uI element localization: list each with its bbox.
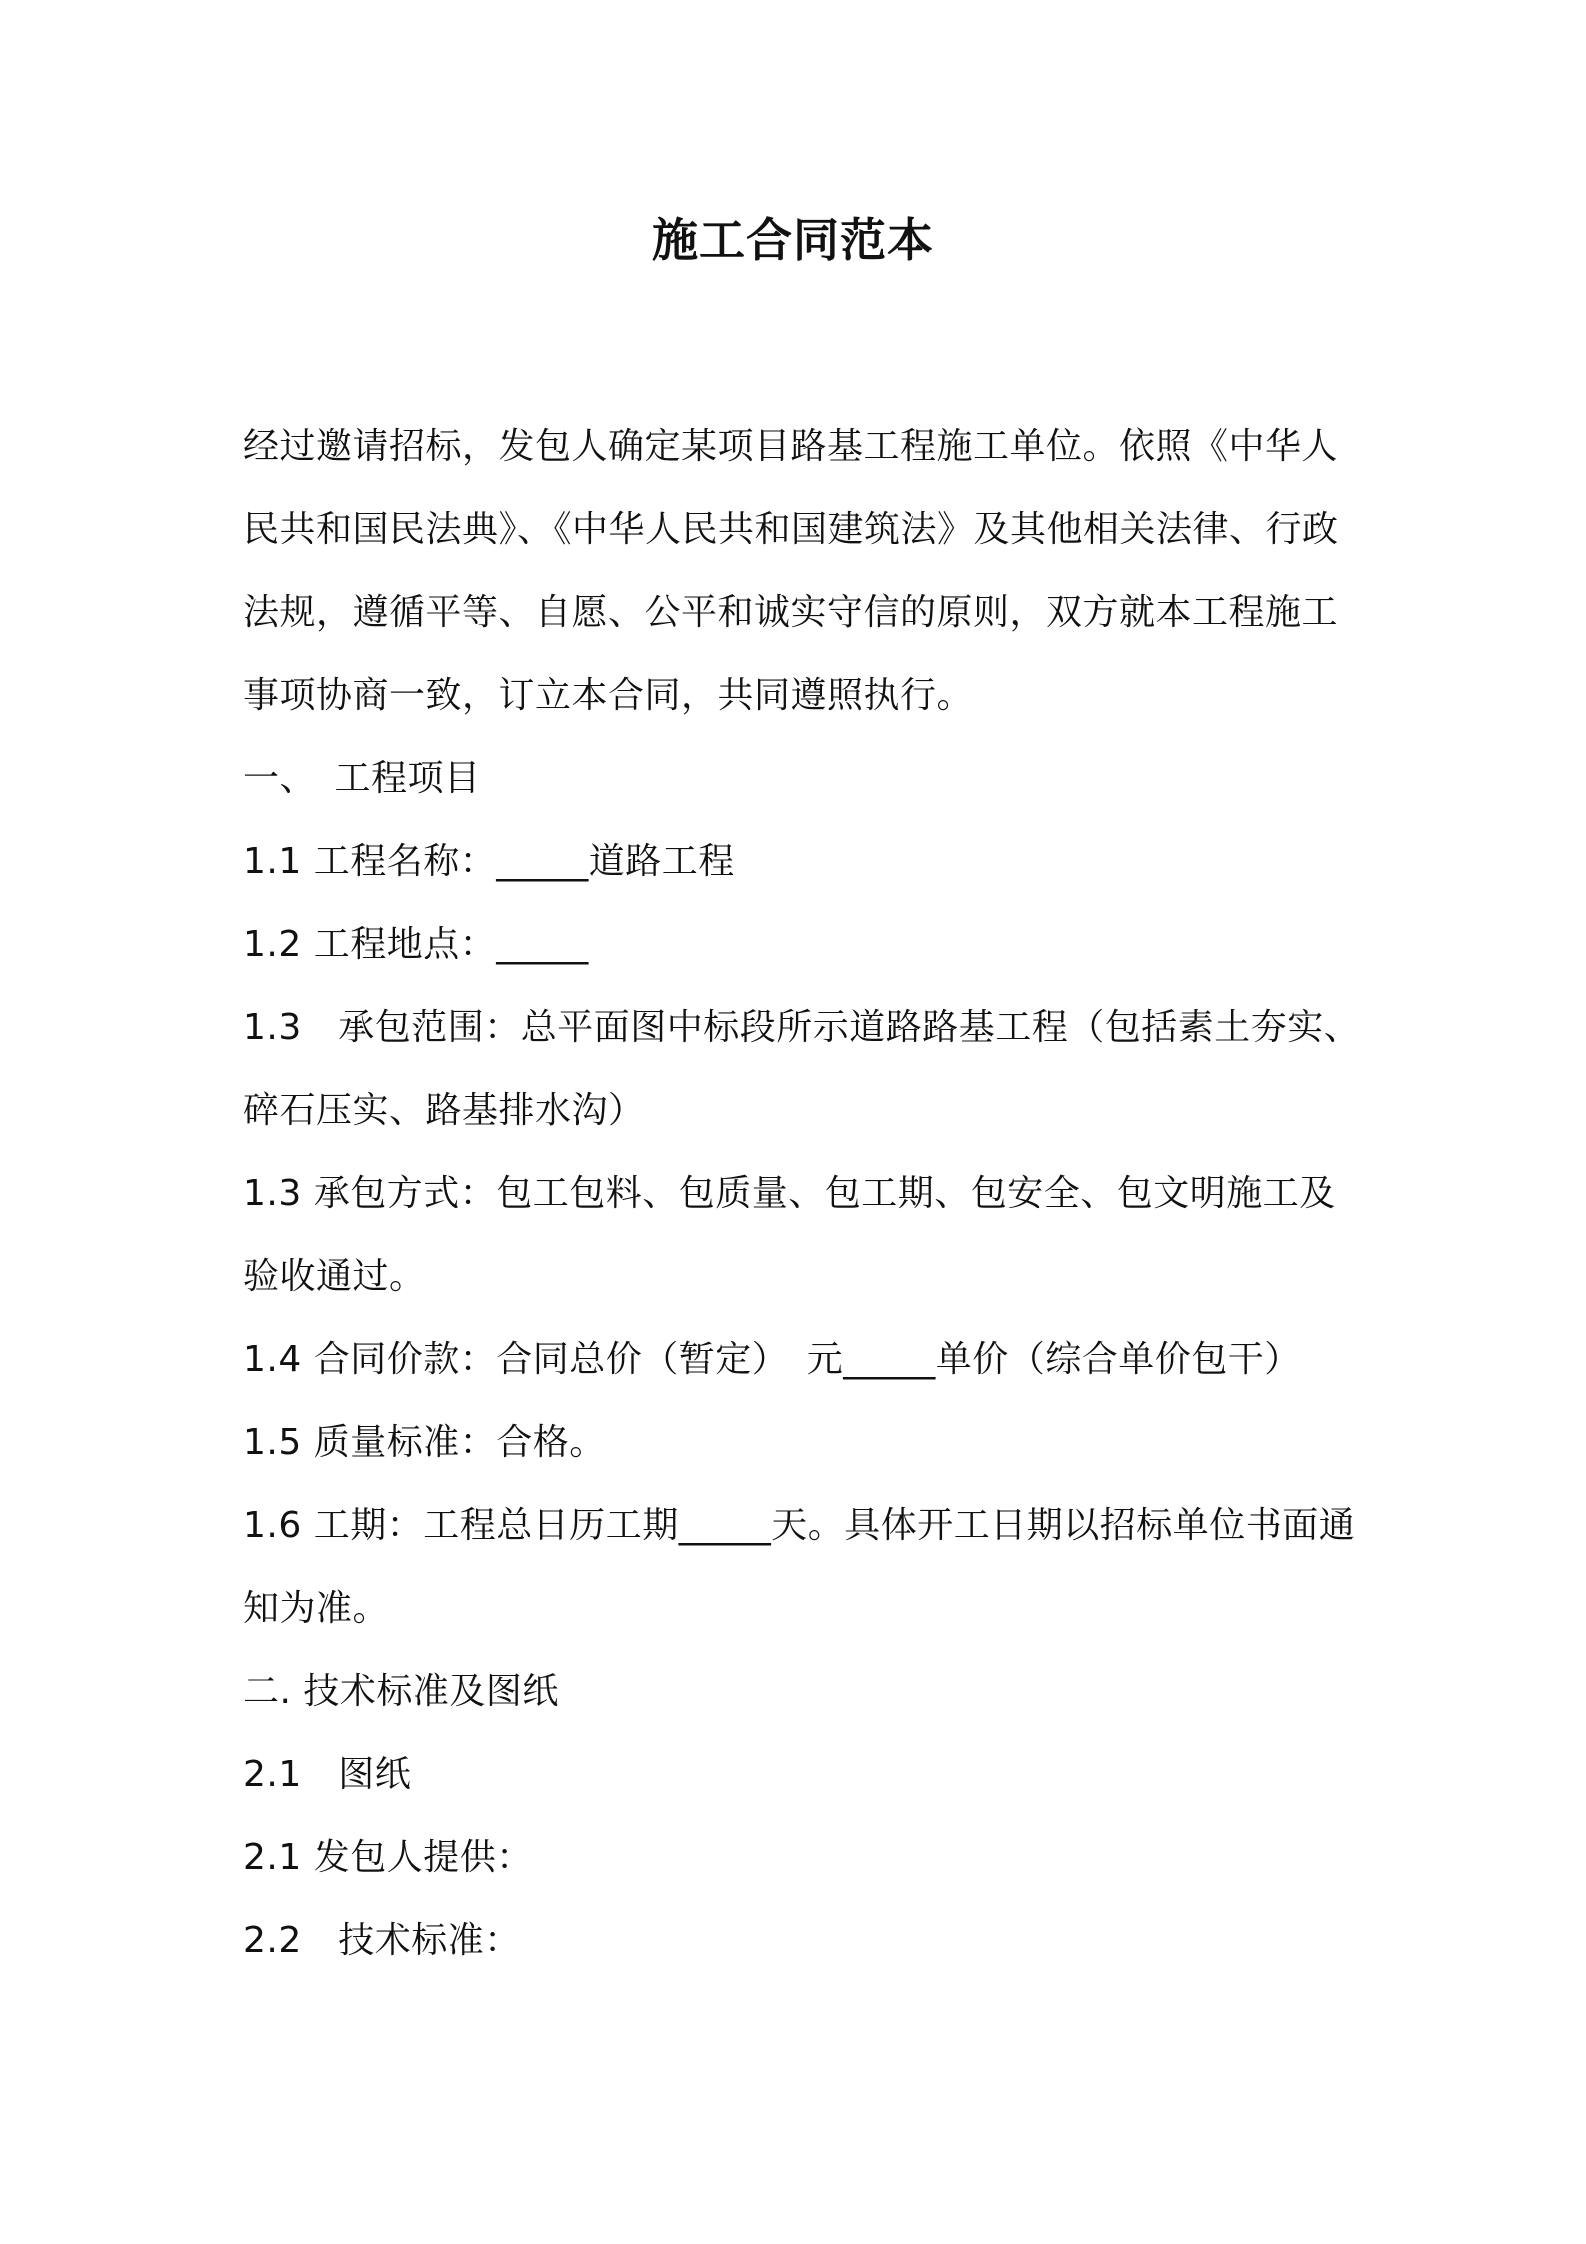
section-heading-project: 一、 工程项目 bbox=[243, 758, 481, 799]
clause-project-location: 1.2 工程地点：_____ bbox=[243, 924, 589, 965]
clause-quality-standard: 1.5 质量标准：合格。 bbox=[243, 1422, 606, 1463]
clause-technical-standard: 2.2 技术标准： bbox=[243, 1920, 521, 1961]
document-title: 施工合同范本 bbox=[652, 213, 934, 267]
document-body bbox=[243, 405, 1363, 1982]
clause-contract-price: 1.4 合同价款：合同总价（暂定） 元_____单价（综合单价包干） bbox=[243, 1339, 1301, 1380]
intro-paragraph: 经过邀请招标，发包人确定某项目路基工程施工单位。依照《中华人民共和国民法典》、《中华人民共和国建筑法》及其他相关法律、行政法规，遵循平等、自愿、公平和诚实守信的原则，双方就本工程施工事项协商一致，订立本合同，共同遵照执行。 bbox=[243, 426, 1339, 716]
clause-contract-scope: 1.3 承包范围：总平面图中标段所示道路路基工程（包括素土夯实、碎石压实、路基排水沟） bbox=[243, 1007, 1361, 1131]
clause-construction-period: 1.6 工期：工程总日历工期_____天。具体开工日期以招标单位书面通知为准。 bbox=[243, 1505, 1356, 1629]
clause-project-name: 1.1 工程名称：_____道路工程 bbox=[243, 841, 735, 882]
section-heading-technical: 二. 技术标准及图纸 bbox=[243, 1671, 559, 1712]
clause-employer-provided: 2.1 发包人提供： bbox=[243, 1837, 533, 1878]
clause-contract-method: 1.3 承包方式：包工包料、包质量、包工期、包安全、包文明施工及验收通过。 bbox=[243, 1173, 1336, 1297]
clause-drawings: 2.1 图纸 bbox=[243, 1754, 412, 1795]
